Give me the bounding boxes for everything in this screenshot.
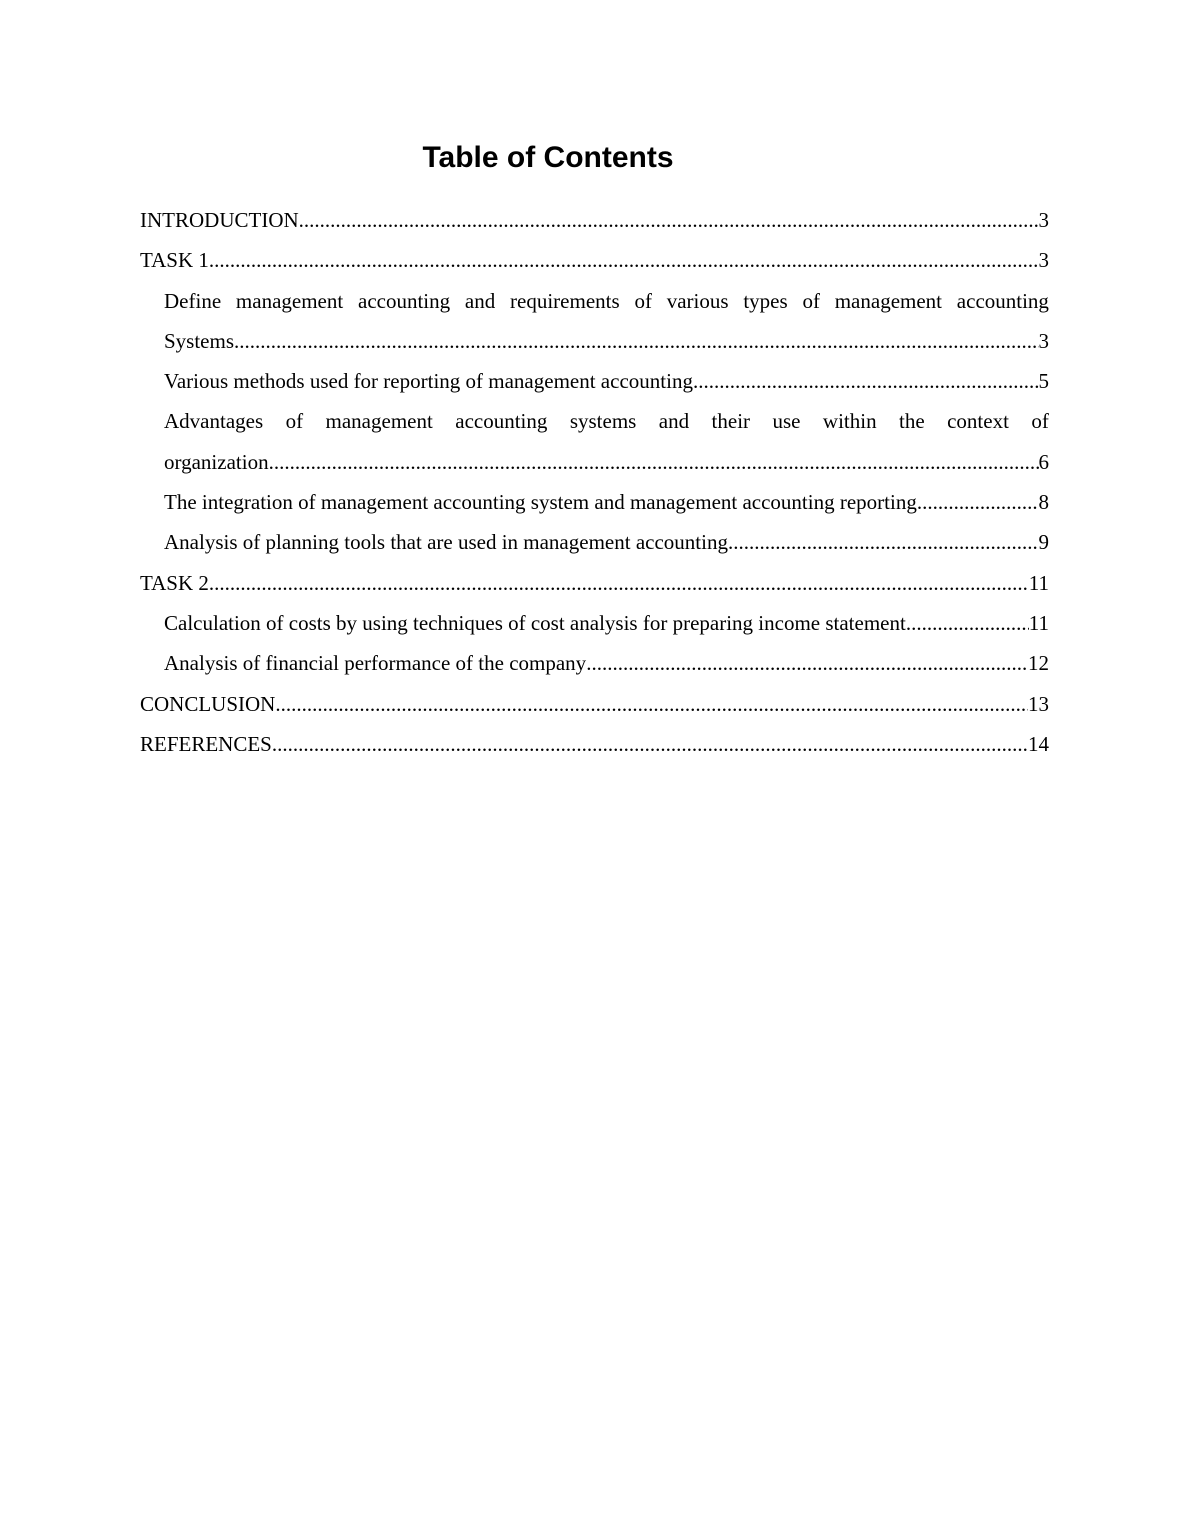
dot-leader xyxy=(586,643,1028,683)
dot-leader xyxy=(911,603,1029,643)
toc-entry-text: TASK 1 xyxy=(140,248,209,273)
toc-entry-word: and xyxy=(658,409,690,434)
toc-entry-text: INTRODUCTION xyxy=(140,208,299,232)
toc-entry-word: management xyxy=(325,409,433,434)
dot-leader xyxy=(922,482,1038,522)
toc-entry-text: CONCLUSION xyxy=(140,691,276,716)
toc-entry-word: of xyxy=(285,409,304,434)
toc-entry[interactable] xyxy=(140,563,1049,603)
dot-leader xyxy=(693,361,1039,401)
toc-entry-text: Analysis of planning tools that are used in management accounting xyxy=(164,530,728,555)
toc-entry[interactable] xyxy=(140,643,1049,683)
dot-leader xyxy=(234,321,1038,361)
toc-entry-word: Define xyxy=(164,288,222,313)
toc-entry-word: accounting xyxy=(358,288,451,313)
toc-page-number: 3 xyxy=(1038,248,1049,273)
toc-page-number: 6 xyxy=(1038,449,1049,474)
dot-leader xyxy=(728,522,1039,562)
toc-entry-text: Systems xyxy=(164,328,235,353)
toc-entry[interactable] xyxy=(140,200,1049,240)
dot-leader xyxy=(209,563,1029,603)
toc-entry-word: of xyxy=(1031,409,1049,434)
toc-page-number: 3 xyxy=(1038,328,1049,353)
dot-leader xyxy=(272,724,1028,764)
toc-entry-text: The integration of management accounting system and management accounting reporting. xyxy=(164,490,923,515)
toc-entry-word: and xyxy=(464,288,496,313)
dot-leader xyxy=(269,442,1039,482)
toc-page-number: 3 xyxy=(1038,208,1049,232)
toc-entry-text: Various methods used for reporting of management accounting xyxy=(164,369,693,394)
toc-entry-text: organization xyxy=(164,449,269,474)
toc-entry[interactable] xyxy=(140,401,1049,482)
dot-leader xyxy=(299,200,1039,240)
toc-entry-word: management xyxy=(235,288,344,313)
toc-entry-text: TASK 2 xyxy=(140,570,209,595)
toc-entry-word: Advantages xyxy=(164,409,264,434)
toc-entry[interactable] xyxy=(140,724,1049,764)
toc-entry-word: within xyxy=(822,409,877,434)
dot-leader xyxy=(275,684,1028,724)
toc-page-number: 5 xyxy=(1038,369,1049,394)
toc-page-number: 9 xyxy=(1038,530,1049,555)
dot-leader xyxy=(209,240,1039,280)
page-title: Table of Contents xyxy=(422,141,674,174)
toc-entry-word: various xyxy=(666,288,729,313)
toc-entry-word: of xyxy=(802,288,820,313)
toc-entry-word: management xyxy=(834,288,943,313)
toc-entry-text: Calculation of costs by using techniques of cost analysis for preparing income statement. xyxy=(164,610,912,635)
toc-entry-word: the xyxy=(899,409,925,434)
toc-entry-word: context xyxy=(947,409,1009,434)
toc-entry-word: use xyxy=(772,409,801,434)
toc-page-number: 11 xyxy=(1028,610,1049,635)
toc-entry-word: types xyxy=(743,288,788,313)
toc-entry-word: their xyxy=(711,409,751,434)
toc-page-number: 12 xyxy=(1028,651,1049,676)
toc-entry[interactable] xyxy=(140,240,1049,280)
toc-entry[interactable] xyxy=(140,482,1049,522)
toc-page-number: 13 xyxy=(1028,691,1049,716)
toc-page-number: 14 xyxy=(1028,731,1049,756)
table-of-contents xyxy=(140,200,1049,764)
toc-entry-first-line xyxy=(164,401,1049,441)
toc-entry-word: requirements xyxy=(510,288,620,313)
toc-entry[interactable] xyxy=(140,603,1049,643)
toc-entry-text: Analysis of financial performance of the company xyxy=(164,651,587,676)
toc-page-number: 8 xyxy=(1038,490,1049,515)
toc-page-number: 11 xyxy=(1028,570,1049,595)
toc-entry[interactable] xyxy=(140,361,1049,401)
toc-entry-word: of xyxy=(634,288,652,313)
toc-entry[interactable] xyxy=(140,281,1049,362)
toc-entry-text: REFERENCES xyxy=(140,731,272,756)
toc-entry-word: accounting xyxy=(956,288,1049,313)
toc-entry[interactable] xyxy=(140,684,1049,724)
toc-entry-word: systems xyxy=(569,409,637,434)
toc-entry-first-line xyxy=(164,281,1049,321)
toc-entry[interactable] xyxy=(140,522,1049,562)
toc-entry-word: accounting xyxy=(455,409,548,434)
